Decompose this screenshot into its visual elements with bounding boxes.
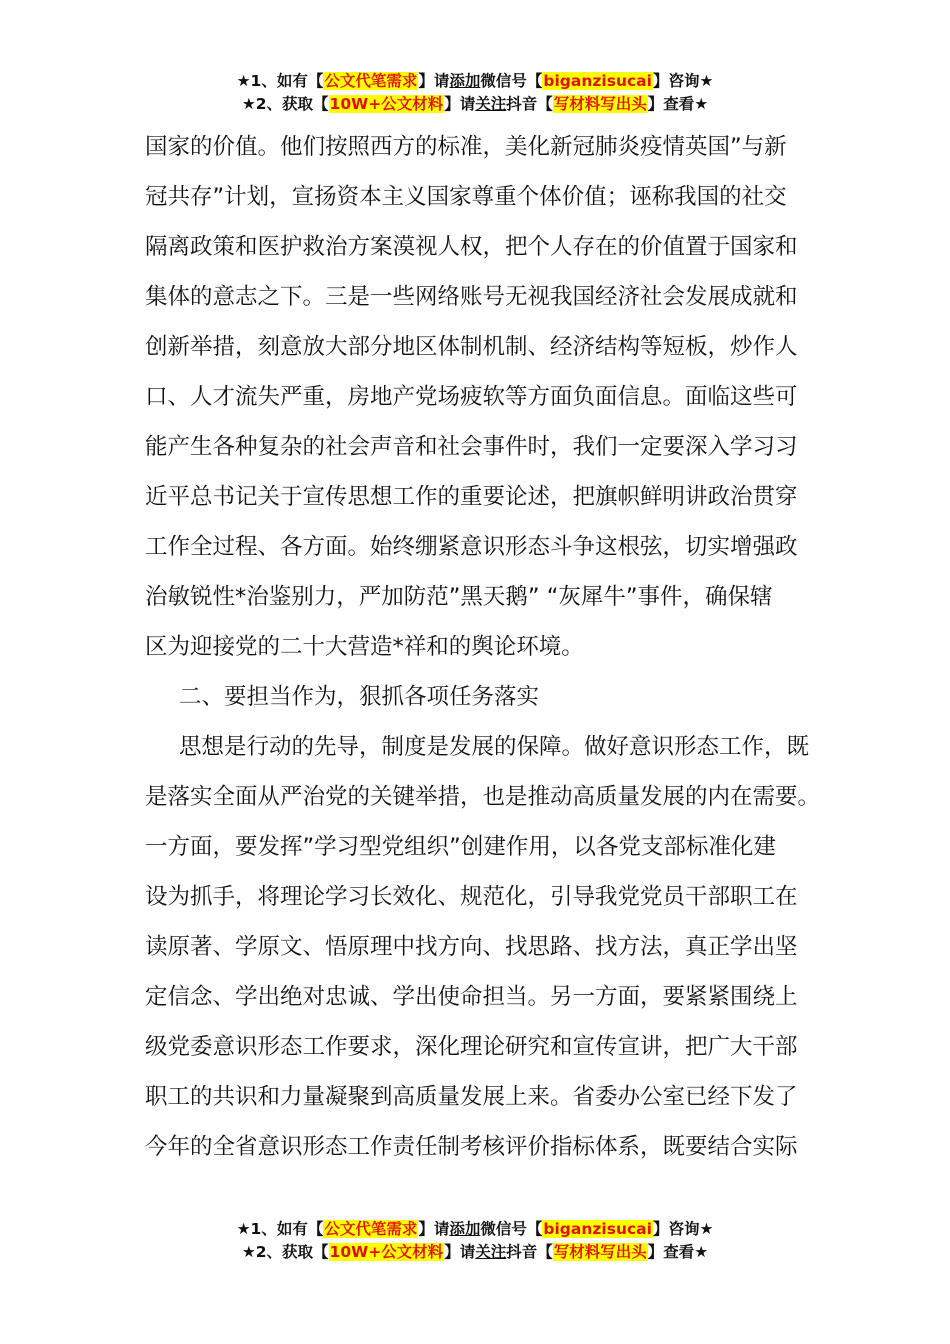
banner-line-2 (0, 1241, 950, 1264)
body-line: 能产生各种复杂的社会声音和社会事件时，我们一定要深入学习习 (145, 434, 798, 460)
highlight-douyin-account: 写材料写出头 (553, 1243, 647, 1261)
banner-line-2 (0, 93, 950, 116)
body-line: 治敏锐性*治鉴别力，严加防范”黑天鹅” “灰犀牛”事件，确保辖 (145, 584, 773, 610)
banner-text: 】咨询★ (652, 72, 714, 90)
banner-text: 】咨询★ (652, 1220, 714, 1238)
banner-text: 】查看★ (647, 1243, 709, 1261)
body-line: 级党委意识形态工作要求，深化理论研究和宣传宣讲，把广大干部 (145, 1034, 798, 1060)
highlight-ghostwriting: 公文代笔需求 (324, 1220, 418, 1238)
banner-line-1 (0, 70, 950, 93)
banner-text: ★2、获取【 (241, 1243, 329, 1261)
body-line: 今年的全省意识形态工作责任制考核评价指标体系，既要结合实际 (145, 1134, 798, 1160)
footer-banner (0, 1218, 950, 1264)
underlined-add: 添加 (449, 72, 481, 90)
body-line: 国家的价值。他们按照西方的标准，美化新冠肺炎疫情英国”与新 (145, 134, 787, 160)
highlight-douyin-account: 写材料写出头 (553, 95, 647, 113)
banner-text: 】查看★ (647, 95, 709, 113)
banner-text: 】请 (444, 95, 476, 113)
body-line: 定信念、学出绝对忠诚、学出使命担当。另一方面，要紧紧围绕上 (145, 984, 798, 1010)
banner-text: 抖音【 (506, 1243, 553, 1261)
underlined-add: 添加 (449, 1220, 481, 1238)
body-line: 一方面，要发挥”学习型党组织”创建作用，以各党支部标准化建 (145, 834, 776, 860)
body-line: 设为抓手，将理论学习长效化、规范化，引导我党党员干部职工在 (145, 884, 798, 910)
header-banner (0, 70, 950, 116)
body-line: 是落实全面从严治党的关键举措，也是推动高质量发展的内在需要。 (145, 784, 821, 810)
banner-text: 】请 (418, 1220, 450, 1238)
banner-line-1 (0, 1218, 950, 1241)
body-line: 口、人才流失严重，房地产党场疲软等方面负面信息。面临这些可 (145, 384, 798, 410)
banner-text: 】请 (444, 1243, 476, 1261)
highlight-ghostwriting: 公文代笔需求 (324, 72, 418, 90)
body-line: 创新举措，刻意放大部分地区体制机制、经济结构等短板，炒作人 (145, 334, 798, 360)
banner-text: ★1、如有【 (236, 1220, 324, 1238)
highlight-materials: 10W+公文材料 (329, 95, 444, 113)
body-line: 工作全过程、各方面。始终绷紧意识形态斗争这根弦，切实增强政 (145, 534, 798, 560)
body-line: 职工的共识和力量凝聚到高质量发展上来。省委办公室已经下发了 (145, 1084, 798, 1110)
banner-text: 微信号【 (480, 1220, 543, 1238)
body-line: 读原著、学原文、悟原理中找方向、找思路、找方法，真正学出坚 (145, 934, 798, 960)
body-line: 集体的意志之下。三是一些网络账号无视我国经济社会发展成就和 (145, 284, 798, 310)
underlined-follow: 关注 (475, 1243, 507, 1261)
banner-text: ★2、获取【 (241, 95, 329, 113)
body-line: 隔离政策和医护救治方案漠视人权，把个人存在的价值置于国家和 (145, 234, 798, 260)
banner-text: ★1、如有【 (236, 72, 324, 90)
banner-text: 】请 (418, 72, 450, 90)
section-heading: 二、要担当作为，狠抓各项任务落实 (179, 684, 540, 710)
body-line: 近平总书记关于宣传思想工作的重要论述，把旗帜鲜明讲政治贯穿 (145, 484, 798, 510)
highlight-wechat-id: biganzisucai (543, 1220, 652, 1238)
highlight-materials: 10W+公文材料 (329, 1243, 444, 1261)
highlight-wechat-id: biganzisucai (543, 72, 652, 90)
banner-text: 抖音【 (506, 95, 553, 113)
banner-text: 微信号【 (480, 72, 543, 90)
body-line: 区为迎接党的二十大营造*祥和的舆论环境。 (145, 634, 584, 660)
underlined-follow: 关注 (475, 95, 507, 113)
document-body (145, 122, 825, 1172)
body-line: 思想是行动的先导，制度是发展的保障。做好意识形态工作，既 (179, 734, 810, 760)
body-line: 冠共存”计划，宣扬资本主义国家尊重个体价值；诬称我国的社交 (145, 184, 787, 210)
